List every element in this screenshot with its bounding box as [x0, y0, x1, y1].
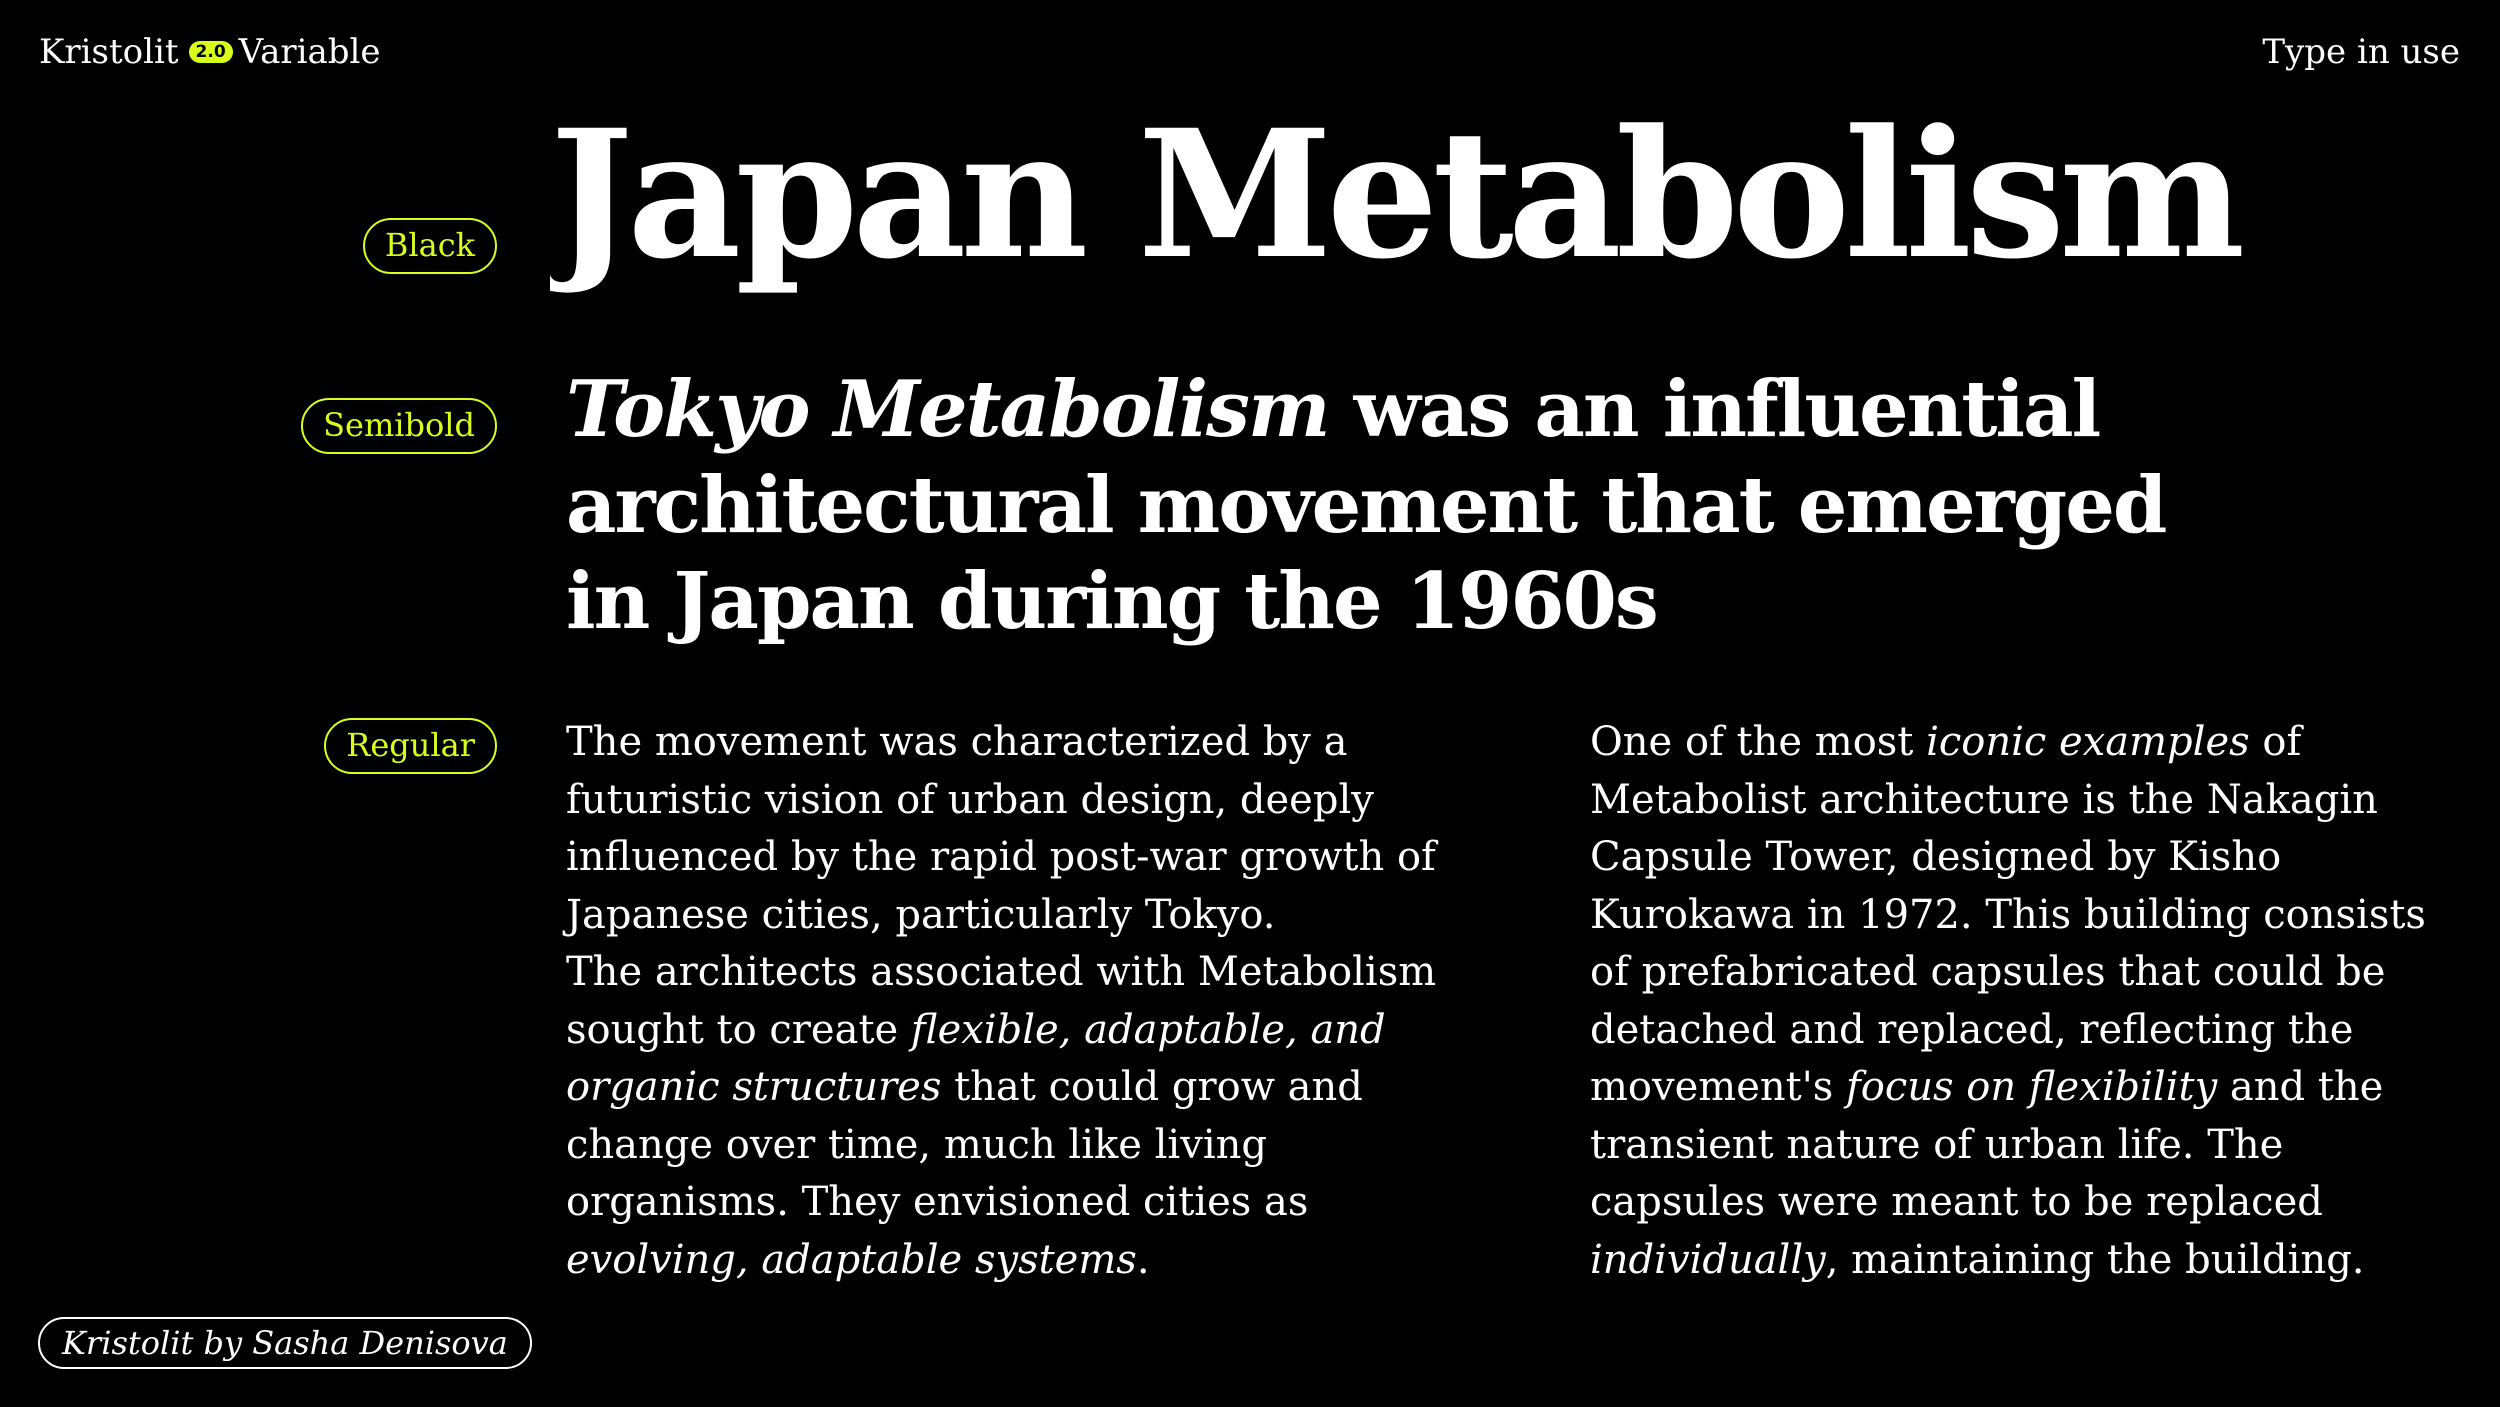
right-italic-3: individually: [1590, 1236, 1826, 1283]
left-p2-text-b: that could grow and change over time, much like living organisms. They envisioned cities as: [566, 1064, 1363, 1225]
body-column-right: [1590, 714, 2470, 1289]
semibold-rest: was an influential architectural movement that emerged in Japan during the 1960s: [566, 364, 2166, 647]
left-p2-italic-1: flexible, adaptable, and organic structures: [566, 1006, 1386, 1110]
brand-suffix: Variable: [238, 32, 381, 72]
right-text-a: One of the most: [1590, 719, 1927, 765]
weight-pill-black: Black: [363, 218, 497, 274]
left-p2-italic-2: evolving, adaptable systems: [566, 1236, 1137, 1283]
left-paragraph-2: [566, 944, 1466, 1289]
semibold-italic-lead: Tokyo Metabolism: [566, 364, 1329, 455]
weight-pill-semibold: Semibold: [301, 398, 497, 454]
type-in-use-label: Type in use: [2262, 32, 2460, 72]
left-p2-text-c: .: [1136, 1236, 1150, 1283]
headline: Japan Metabolism: [550, 91, 2240, 298]
left-paragraph-1: The movement was characterized by a futuristic vision of urban design, deeply influenced by the rapid post-war growth of Japanese cities, particularly Tokyo.: [566, 719, 1436, 938]
brand-name: Kristolit: [39, 32, 179, 72]
author-credit: Kristolit by Sasha Denisova: [38, 1317, 532, 1369]
semibold-paragraph: [566, 362, 2186, 650]
version-badge: 2.0: [189, 41, 233, 63]
right-italic-2: focus on flexibility: [1845, 1064, 2218, 1110]
right-text-d: , maintaining the building.: [1825, 1236, 2365, 1283]
brand-lockup: [39, 30, 381, 74]
weight-pill-regular: Regular: [324, 718, 497, 774]
body-column-left: [566, 714, 1466, 1289]
right-paragraph: [1590, 714, 2470, 1289]
right-text-c: and the transient nature of urban life. The capsules were meant to be replaced: [1590, 1064, 2384, 1225]
left-p2-text-a: The architects associated with Metabolism sought to create: [566, 949, 1437, 1053]
right-italic-1: iconic examples: [1926, 719, 2250, 765]
right-text-b: of Metabolist architecture is the Nakagin Capsule Tower, designed by Kisho Kurokawa in 1972. This building consists of prefabricated capsules that could be detached and replaced, reflecting the movement's: [1590, 719, 2426, 1110]
